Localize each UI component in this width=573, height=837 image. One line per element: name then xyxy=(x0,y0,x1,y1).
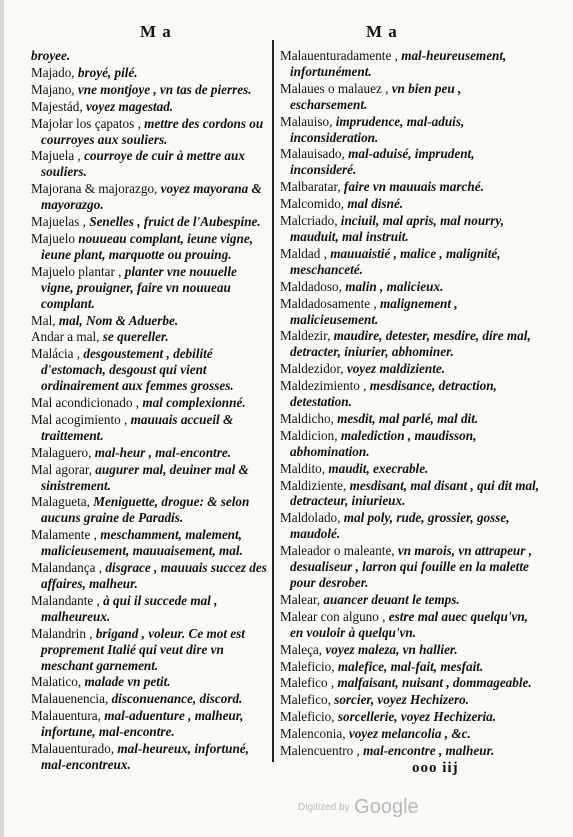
entry-definition: voyez magestad. xyxy=(85,98,174,114)
dictionary-entry xyxy=(31,48,269,64)
entry-headword: Malear, xyxy=(280,591,324,607)
entry-headword: Malaues o malauez , xyxy=(280,80,392,96)
watermark-prefix: Digitized by xyxy=(298,802,350,813)
entry-headword: Maldezir, xyxy=(280,328,334,344)
entry-headword: Majado, xyxy=(31,64,78,80)
entry-headword: Majuelo xyxy=(31,230,79,246)
entry-headword: Maldezimiento , xyxy=(280,378,370,394)
entry-headword: Malencuentro , xyxy=(280,743,364,759)
entry-headword: Maldad , xyxy=(280,245,331,261)
entry-headword: Malamente , xyxy=(31,527,101,543)
entry-definition: mal-encontre , malheur. xyxy=(363,743,495,759)
entry-definition: mal-aduenture , malheur, infortune, mal-encontre. xyxy=(41,708,244,740)
entry-headword: Maldito, xyxy=(280,460,329,476)
dictionary-entry xyxy=(280,114,540,146)
entry-headword: Maleça, xyxy=(280,641,326,657)
running-head-left: M a xyxy=(140,22,172,41)
entry-definition: brigand , voleur. Ce mot est proprement Italié qui veut dire vn meschant garnement. xyxy=(41,625,245,673)
entry-definition: inciuil, mal apris, mal nourry, mauduit, mal instruit. xyxy=(290,213,505,244)
entry-definition: Meniguette, drogue: & selon aucuns graine de Paradis. xyxy=(41,494,250,526)
entry-headword: Malauenencia, xyxy=(31,691,112,707)
dictionary-entry xyxy=(31,708,269,740)
dictionary-entry xyxy=(31,741,269,773)
entry-headword: Mal, xyxy=(31,312,59,328)
entry-definition: mauuaistié , malice , malignité, meschanceté. xyxy=(290,245,501,277)
dictionary-entry xyxy=(280,328,540,360)
column-divider xyxy=(272,40,274,762)
entry-headword: Maleador o maleante, xyxy=(280,543,398,559)
dictionary-entry xyxy=(280,726,540,742)
dictionary-entry xyxy=(31,346,269,394)
entry-headword: Malandrin , xyxy=(31,625,96,641)
entry-definition: malefice, mal-fait, mesfait. xyxy=(337,658,484,674)
dictionary-entry xyxy=(31,674,269,690)
dictionary-entry xyxy=(31,181,269,213)
entry-definition: mesdit, mal parlé, mal dit. xyxy=(337,410,479,426)
entry-definition: mal disné. xyxy=(347,196,404,212)
entry-headword: Majolar los çapatos , xyxy=(31,115,145,131)
entry-headword: Maldiziente, xyxy=(280,477,350,493)
dictionary-entry xyxy=(280,361,540,377)
entry-headword: Malear con alguno , xyxy=(280,608,389,624)
dictionary-entry xyxy=(280,428,540,460)
dictionary-entry xyxy=(31,99,269,115)
dictionary-entry xyxy=(280,146,540,178)
entry-definition: malediction , maudisson, abhomination. xyxy=(290,427,477,459)
entry-headword: Majorana & majorazgo, xyxy=(31,181,161,197)
entry-headword: Malenconia, xyxy=(280,726,349,742)
entry-headword: Maldolado, xyxy=(280,510,344,526)
entry-definition: voyez maldiziente. xyxy=(346,361,446,377)
entry-headword: Mal acogimiento , xyxy=(31,411,131,427)
dictionary-entry xyxy=(31,231,269,263)
entry-headword: Maldicho, xyxy=(280,410,338,426)
entry-headword: Majuelo plantar , xyxy=(31,263,125,279)
dictionary-entry xyxy=(280,592,540,608)
entry-headword: Malauiso, xyxy=(280,113,336,129)
dictionary-entry xyxy=(280,692,540,708)
dictionary-entry xyxy=(280,213,540,245)
dictionary-entry xyxy=(280,510,540,542)
dictionary-entry xyxy=(31,116,269,148)
dictionary-entry xyxy=(31,82,269,98)
dictionary-entry xyxy=(31,445,269,461)
dictionary-entry xyxy=(31,264,269,312)
entry-definition: vn bien peu , escharsement. xyxy=(290,80,462,112)
dictionary-entry xyxy=(280,179,540,195)
entry-definition: Senelles , fruict de l'Aubespine. xyxy=(89,214,261,230)
entry-headword: Maldicion, xyxy=(280,427,341,443)
dictionary-entry xyxy=(280,296,540,328)
running-head-right: M a xyxy=(366,22,398,41)
entry-headword: Malefico , xyxy=(280,675,338,691)
entry-definition: vn marois, vn attrapeur , desualiseur , larron qui fouille en la malette pour desrober. xyxy=(290,543,532,590)
entry-definition: broyé, pilé. xyxy=(77,64,138,80)
entry-definition: disconuenance, discord. xyxy=(111,691,243,707)
entry-headword: Maldadoso, xyxy=(280,278,346,294)
entry-headword: Malauentura, xyxy=(31,708,105,724)
dictionary-entry xyxy=(280,378,540,410)
dictionary-entry xyxy=(280,478,540,510)
dictionary-entry xyxy=(280,246,540,278)
entry-definition: voyez mayorana & mayorazgo. xyxy=(41,181,262,213)
entry-definition: mesdisant, mal disant , qui dit mal, detracteur, iniurieux. xyxy=(290,477,540,509)
entry-definition: mal-heureusement, infortunément. xyxy=(290,48,507,79)
entry-definition: mal-aduisé, imprudent, inconsideré. xyxy=(290,146,475,178)
page-edge-shadow xyxy=(0,0,4,837)
dictionary-entry xyxy=(280,411,540,427)
dictionary-entry xyxy=(31,593,269,625)
dictionary-entry xyxy=(280,743,540,759)
entry-definition: nouueau complant, ieune vigne, ieune plant, marquotte ou prouing. xyxy=(41,230,254,262)
dictionary-entry xyxy=(31,313,269,329)
google-watermark xyxy=(298,796,419,819)
entry-headword: Majuelas , xyxy=(31,214,90,230)
entry-headword: Malatico, xyxy=(31,674,85,690)
dictionary-entry xyxy=(280,659,540,675)
entry-headword: Malefico, xyxy=(280,692,335,708)
entry-definition: mettre des cordons ou courroyes aux souliers. xyxy=(41,115,264,147)
entry-definition: broyee. xyxy=(31,48,71,63)
entry-headword: Andar a mal, xyxy=(31,329,103,345)
entry-definition: auancer deuant le temps. xyxy=(323,591,460,607)
entry-definition: malin , malicieux. xyxy=(345,278,444,294)
dictionary-entry xyxy=(280,709,540,725)
entry-definition: malfaisant, nuisant , dommageable. xyxy=(337,675,532,691)
entry-headword: Malaguero, xyxy=(31,444,95,460)
dictionary-entry xyxy=(31,626,269,674)
dictionary-entry xyxy=(31,412,269,444)
entry-definition: maudit, execrable. xyxy=(328,460,429,476)
entry-definition: se quereller. xyxy=(102,329,169,345)
entry-definition: planter vne nouuelle vigne, prouigner, faire vn nouueau complant. xyxy=(41,263,237,311)
entry-definition: sorcellerie, voyez Hechizeria. xyxy=(337,709,497,725)
dictionary-entry xyxy=(280,279,540,295)
entry-definition: mesdisance, detraction, detestation. xyxy=(290,378,497,410)
dictionary-entry xyxy=(280,642,540,658)
dictionary-entry xyxy=(31,560,269,592)
entry-definition: mauuais accueil & traittement. xyxy=(41,411,234,443)
entry-definition: imprudence, mal-aduis, inconsideration. xyxy=(290,113,465,145)
entry-headword: Malcomido, xyxy=(280,196,348,212)
entry-definition: mal poly, rude, grossier, gosse, maudolé. xyxy=(290,510,510,542)
dictionary-entry xyxy=(31,462,269,494)
dictionary-entry xyxy=(280,196,540,212)
dictionary-entry xyxy=(280,48,540,80)
right-column xyxy=(280,48,540,760)
entry-headword: Majuela , xyxy=(31,148,85,164)
dictionary-entry xyxy=(31,329,269,345)
entry-definition: meschamment, malement, malicieusement, mauuaisement, mal. xyxy=(41,527,243,559)
dictionary-entry xyxy=(31,527,269,559)
dictionary-entry xyxy=(31,494,269,526)
entry-headword: Malcriado, xyxy=(280,213,341,229)
entry-headword: Majestád, xyxy=(31,98,86,114)
entry-headword: Malagueta, xyxy=(31,494,94,510)
dictionary-entry xyxy=(31,214,269,230)
entry-definition: malade vn petit. xyxy=(84,674,171,690)
entry-headword: Mal acondicionado , xyxy=(31,395,143,411)
dictionary-entry xyxy=(280,543,540,591)
watermark-brand: Google xyxy=(354,796,419,818)
entry-headword: Majano, xyxy=(31,81,78,97)
dictionary-entry xyxy=(31,148,269,180)
dictionary-entry xyxy=(31,65,269,81)
signature-mark: ooo iij xyxy=(412,760,459,776)
entry-definition: estre mal auec quelqu'vn, en vouloir à quelqu'vn. xyxy=(290,608,528,640)
entry-definition: mal-heur , mal-encontre. xyxy=(94,444,231,460)
entry-headword: Malauisado, xyxy=(280,146,349,162)
entry-headword: Malauenturadamente , xyxy=(280,48,402,63)
dictionary-entry xyxy=(280,461,540,477)
entry-headword: Malbaratar, xyxy=(280,179,344,195)
entry-definition: voyez maleza, vn hallier. xyxy=(325,641,458,657)
entry-headword: Malandante , xyxy=(31,592,104,608)
left-column xyxy=(31,48,269,774)
entry-headword: Maldadosamente , xyxy=(280,295,380,311)
entry-definition: vne montjoye , vn tas de pierres. xyxy=(77,81,252,97)
entry-headword: Maldezidor, xyxy=(280,361,347,377)
entry-definition: desgoustement , debilité d'estomach, desgoust qui vient ordinairement aux femmes grosses. xyxy=(41,346,234,394)
entry-definition: maudire, detester, mesdire, dire mal, detracter, iniurier, abhominer. xyxy=(290,328,531,360)
entry-definition: faire vn mauuais marché. xyxy=(343,179,484,195)
entry-definition: augurer mal, deuiner mal & sinistrement. xyxy=(41,461,249,493)
entry-definition: voyez melancolia , &c. xyxy=(348,726,471,742)
entry-headword: Mal agorar, xyxy=(31,461,96,477)
entry-definition: mal complexionné. xyxy=(142,395,246,411)
entry-definition: malignement , malicieusement. xyxy=(290,295,458,327)
entry-headword: Maleficio, xyxy=(280,658,338,674)
entry-headword: Maleficio, xyxy=(280,709,338,725)
dictionary-entry xyxy=(280,609,540,641)
dictionary-entry xyxy=(280,81,540,113)
entry-headword: Malácia , xyxy=(31,346,84,362)
entry-definition: disgrace , mauuais succez des affaires, malheur. xyxy=(41,560,267,591)
entry-headword: Malandança , xyxy=(31,560,106,576)
entry-definition: sorcier, voyez Hechizero. xyxy=(334,692,469,708)
entry-headword: Malauenturado, xyxy=(31,741,118,757)
entry-definition: mal-heureux, infortuné, mal-encontreux. xyxy=(41,741,249,772)
entry-definition: à qui il succede mal , malheureux. xyxy=(41,592,218,624)
entry-definition: courroye de cuir à mettre aux souliers. xyxy=(41,148,245,180)
dictionary-entry xyxy=(31,395,269,411)
dictionary-entry xyxy=(31,691,269,707)
dictionary-entry xyxy=(280,675,540,691)
entry-definition: mal, Nom & Aduerbe. xyxy=(58,312,179,328)
